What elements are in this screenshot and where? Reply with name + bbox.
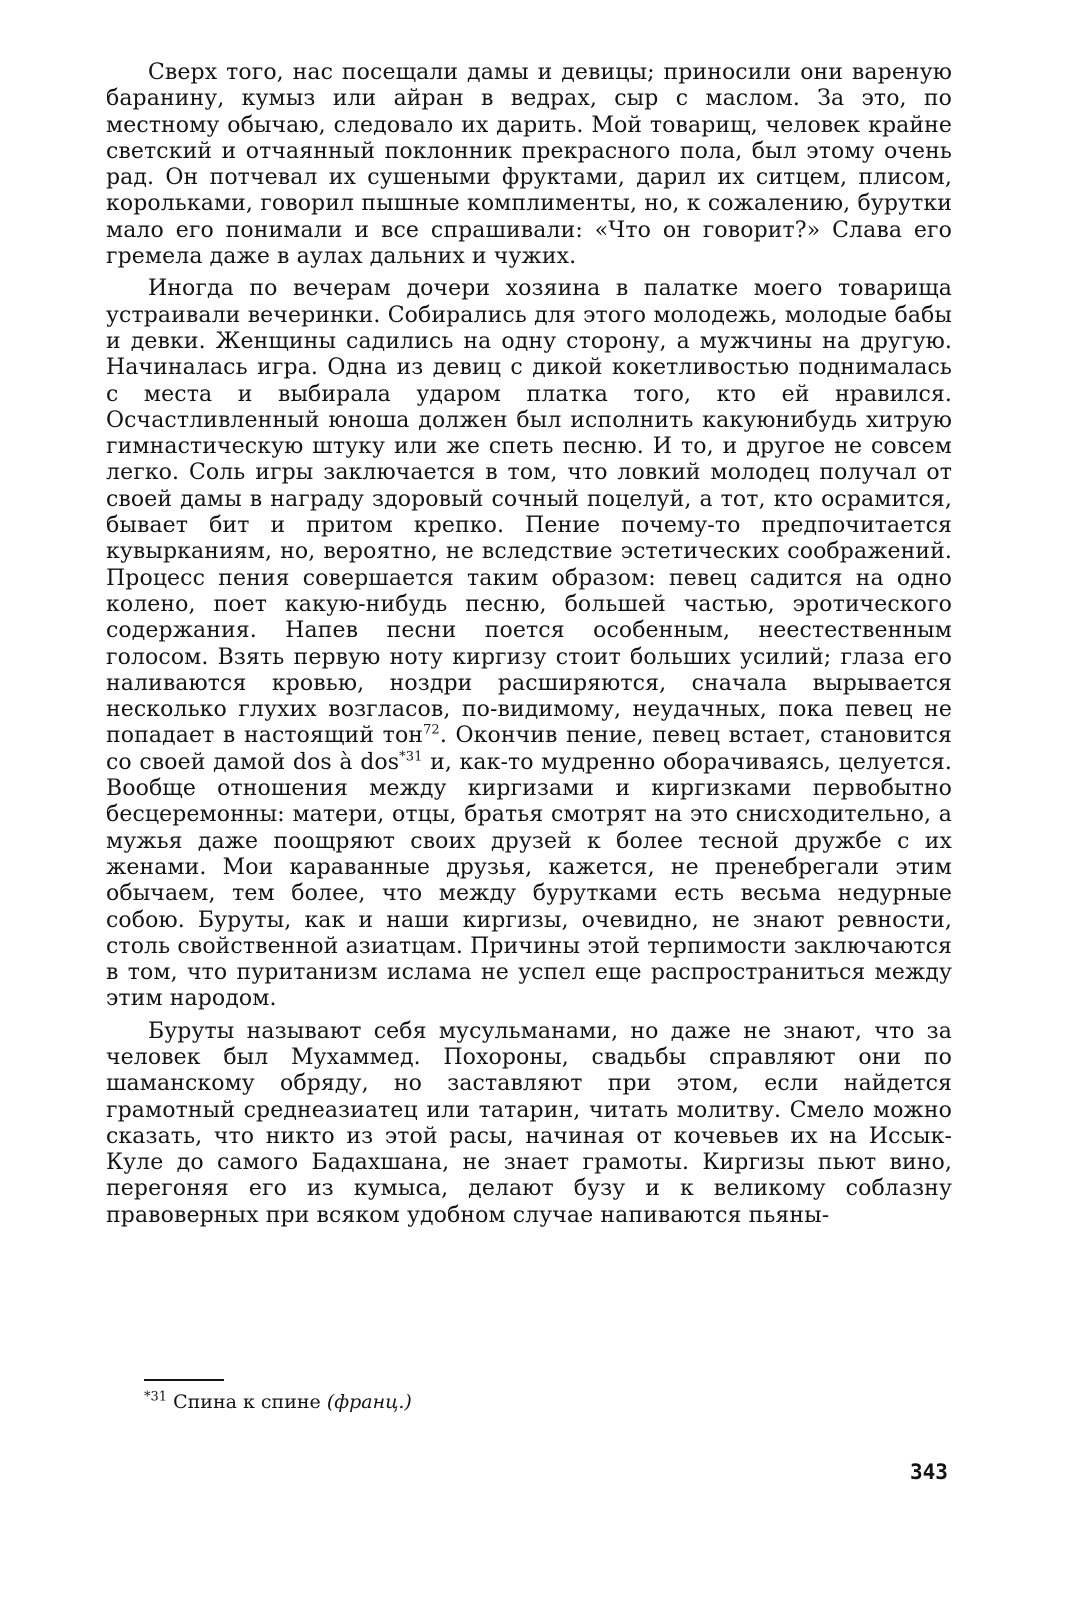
main-text	[106, 60, 952, 1235]
paragraph	[106, 276, 952, 1012]
endnote-ref: 72	[423, 723, 440, 739]
page-number: 343	[910, 1460, 948, 1484]
paragraph-text: . Окончив пение, певец встает, становится со своей дамой dos à dos	[106, 723, 953, 775]
paragraph-text: и, как-то мудренно оборачиваясь, целуется. Вообще отношения между киргизами и киргизками первобытно бесцеремонны: матери, отцы, братья смотрят на это снисходительно, а мужья даже поощряют своих друзей к более тесной дружбе с их женами. Мои караванные друзья, кажется, не пренебрегали этим обычаем, тем более, что между бурутками есть весьма недурные собою. Буруты, как и наши киргизы, очевидно, не знают ревности, столь свойственной азиатцам. Причины этой терпимости заключаются в том, что пуританизм ислама не успел еще распространиться между этим народом.	[106, 749, 952, 1012]
footnote-text: Спина к спине	[173, 1391, 321, 1413]
paragraph-text: Иногда по вечерам дочери хозяина в палатке моего товарища устраивали вечеринки. Собирались для этого молодежь, молодые бабы и девки. Женщины садились на одну сторону, а мужчины на другую. Начиналась игра. Одна из девиц с дикой кокетливостью поднималась с места и выбирала ударом платка того, кто ей нравился. Осчастливленный юноша должен был исполнить какуюнибудь хитрую гимнастическую штуку или же спеть песню. И то, и другое не совсем легко. Соль игры заключается в том, что ловкий молодец получал от своей дамы в награду здоровый сочный поцелуй, а тот, кто осрамится, бывает бит и притом крепко. Пение почему-то предпочитается кувырканиям, но, вероятно, не вследствие эстетических соображений. Процесс пения совершается таким образом: певец садится на одно колено, поет какую-нибудь песню, большей частью, эротического содержания. Напев песни поется особенным, неестественным голосом. Взять первую ноту киргизу стоит больших усилий; глаза его наливаются кровью, ноздри расширяются, сначала вырывается несколько глухих возгласов, по-видимому, неудачных, пока певец не попадает в настоящий тон	[106, 276, 952, 749]
footnote-mark: *31	[144, 1389, 168, 1405]
paragraph: Сверх того, нас посещали дамы и девицы; приносили они вареную баранину, кумыз или айран в ведрах, сыр с маслом. За это, по местному обычаю, следовало их дарить. Мой товарищ, человек крайне светский и отчаянный поклонник прекрасного пола, был этому очень рад. Он потчевал их сушеными фруктами, дарил их ситцем, плисом, корольками, говорил пышные комплименты, но, к сожалению, бурутки мало его понимали и все спрашивали: «Что он говорит?» Слава его гремела даже в аулах дальних и чужих.	[106, 60, 952, 270]
footnote-note: (франц.)	[326, 1391, 412, 1413]
footnote	[144, 1390, 412, 1414]
footnote-ref: *31	[399, 749, 423, 765]
footnote-divider	[144, 1379, 224, 1381]
paragraph: Буруты называют себя мусульманами, но даже не знают, что за человек был Мухаммед. Похороны, свадьбы справляют они по шаманскому обряду, но заставляют при этом, если найдется грамотный среднеазиатец или татарин, читать молитву. Смело можно сказать, что никто из этой расы, начиная от кочевьев их на Иссык-Куле до самого Бадахшана, не знает грамоты. Киргизы пьют вино, перегоняя его из кумыса, делают бузу и к великому соблазну правоверных при всяком удобном случае напиваются пьяны-	[106, 1018, 952, 1228]
